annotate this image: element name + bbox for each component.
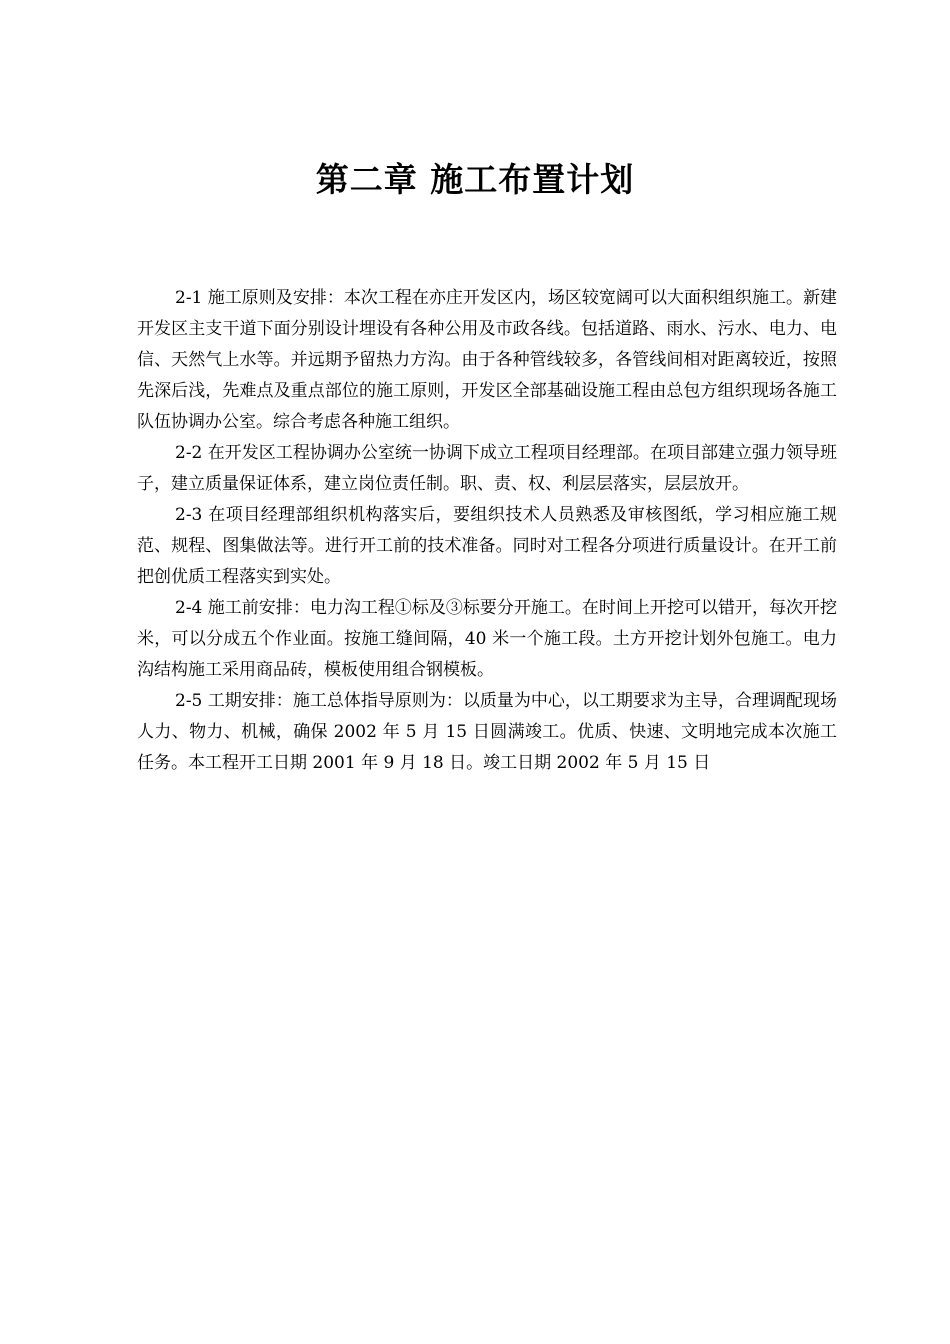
chapter-title: 第二章 施工布置计划 bbox=[315, 160, 635, 199]
document-body bbox=[137, 283, 837, 779]
paragraph-2-5: 2-5 工期安排：施工总体指导原则为：以质量为中心，以工期要求为主导，合理调配现场人力、物力、机械，确保 2002 年 5 月 15 日圆满竣工。优质、快速、文明地完成本次施工任务。本工程开工日期 2001 年 9 月 18 日。竣工日期 2002 年 5 月 15 日 bbox=[137, 691, 837, 773]
paragraph-2-3: 2-3 在项目经理部组织机构落实后，要组织技术人员熟悉及审核图纸，学习相应施工规范、规程、图集做法等。进行开工前的技术准备。同时对工程各分项进行质量设计。在开工前把创优质工程落实到实处。 bbox=[137, 505, 837, 587]
paragraph-2-4: 2-4 施工前安排：电力沟工程①标及③标要分开施工。在时间上开挖可以错开，每次开挖米，可以分成五个作业面。按施工缝间隔，40 米一个施工段。土方开挖计划外包施工。电力沟结构施工采用商品砖，模板使用组合钢模板。 bbox=[137, 598, 837, 680]
paragraph-2-1: 2-1 施工原则及安排：本次工程在亦庄开发区内，场区较宽阔可以大面积组织施工。新建开发区主支干道下面分别设计埋设有各种公用及市政各线。包括道路、雨水、污水、电力、电信、天然气上水等。并远期予留热力方沟。由于各种管线较多，各管线间相对距离较近，按照先深后浅，先难点及重点部位的施工原则，开发区全部基础设施工程由总包方组织现场各施工队伍协调办公室。综合考虑各种施工组织。 bbox=[137, 288, 837, 432]
paragraph-2-2: 2-2 在开发区工程协调办公室统一协调下成立工程项目经理部。在项目部建立强力领导班子，建立质量保证体系，建立岗位责任制。职、责、权、利层层落实，层层放开。 bbox=[137, 443, 837, 494]
